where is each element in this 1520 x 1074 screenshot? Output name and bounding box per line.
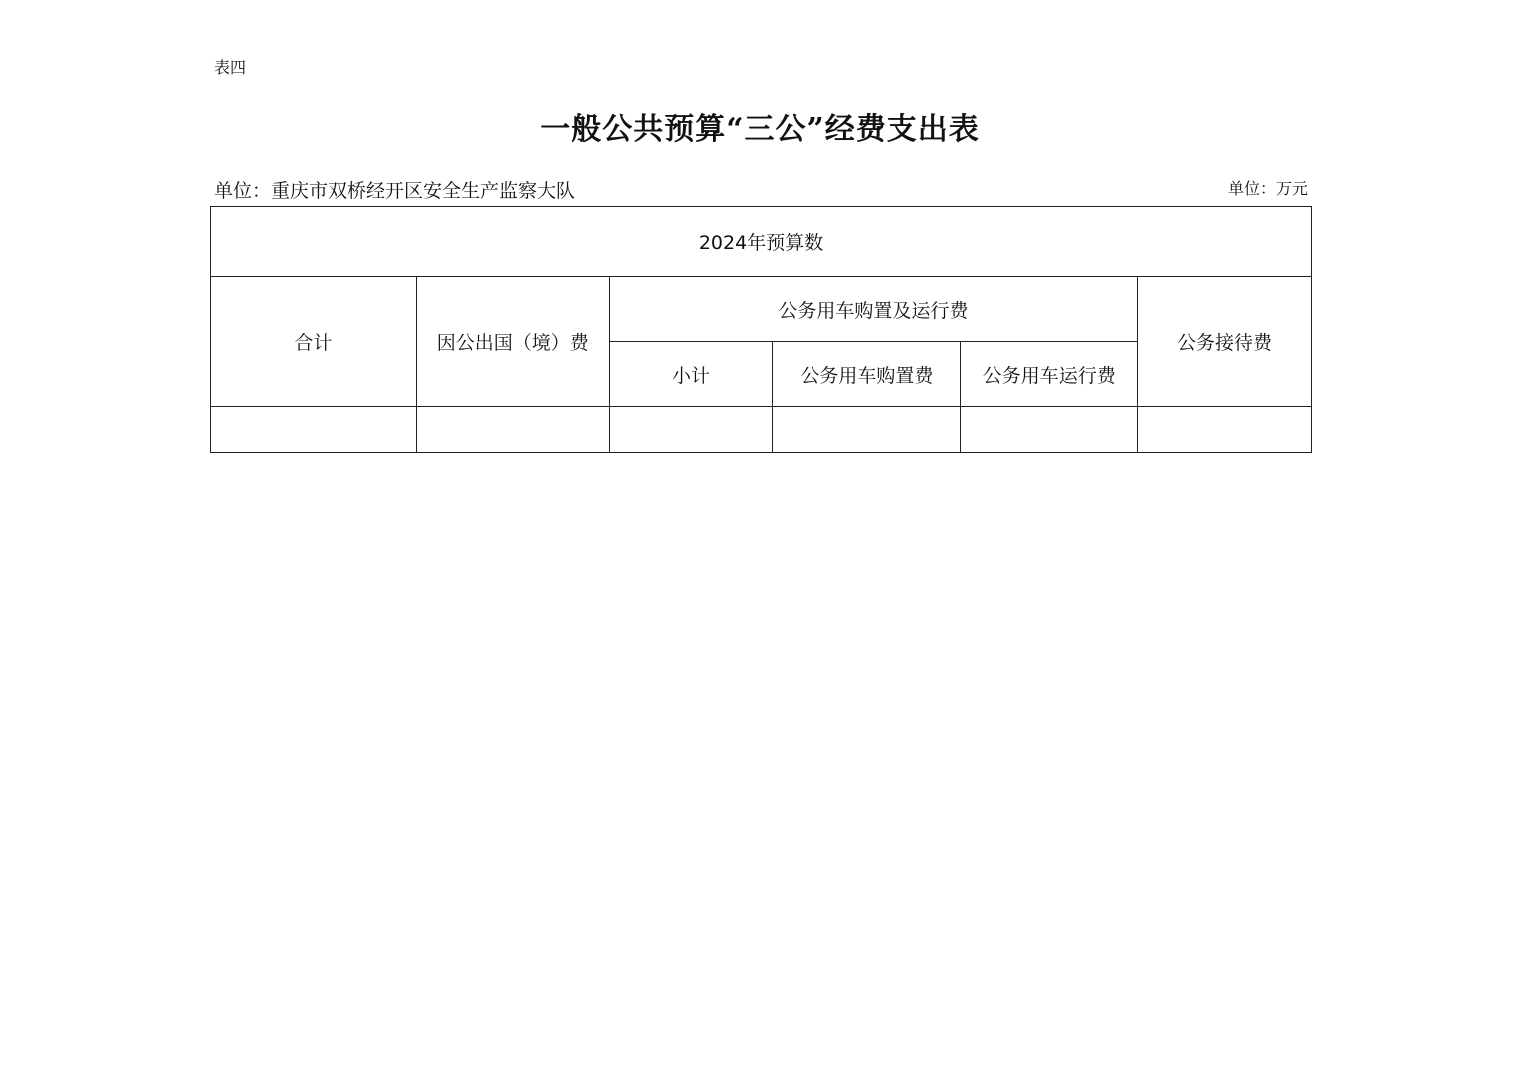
- document-title: 一般公共预算“三公”经费支出表: [540, 112, 980, 147]
- header-overseas-travel: 因公出国（境）费: [416, 277, 609, 407]
- cell-reception: [1138, 407, 1312, 453]
- table-number-label: 表四: [214, 58, 247, 77]
- header-vehicle-group: 公务用车购置及运行费: [609, 277, 1137, 342]
- cell-vehicle-purchase: [773, 407, 961, 453]
- header-total: 合计: [211, 277, 417, 407]
- cell-vehicle-operation: [961, 407, 1138, 453]
- year-budget-header: 2024年预算数: [211, 207, 1312, 277]
- cell-total: [211, 407, 417, 453]
- organization-unit-label: 单位：重庆市双桥经开区安全生产监察大队: [214, 180, 576, 202]
- currency-unit-label: 单位：万元: [1227, 179, 1308, 198]
- table-header-row-year: [211, 207, 1312, 277]
- table-header-row-1: [211, 277, 1312, 342]
- table-row: [211, 407, 1312, 453]
- header-vehicle-subtotal: 小计: [609, 342, 773, 407]
- header-vehicle-purchase: 公务用车购置费: [773, 342, 961, 407]
- header-vehicle-operation: 公务用车运行费: [961, 342, 1138, 407]
- cell-overseas-travel: [416, 407, 609, 453]
- three-public-expenses-table: [210, 206, 1312, 453]
- header-reception: 公务接待费: [1138, 277, 1312, 407]
- cell-vehicle-subtotal: [609, 407, 773, 453]
